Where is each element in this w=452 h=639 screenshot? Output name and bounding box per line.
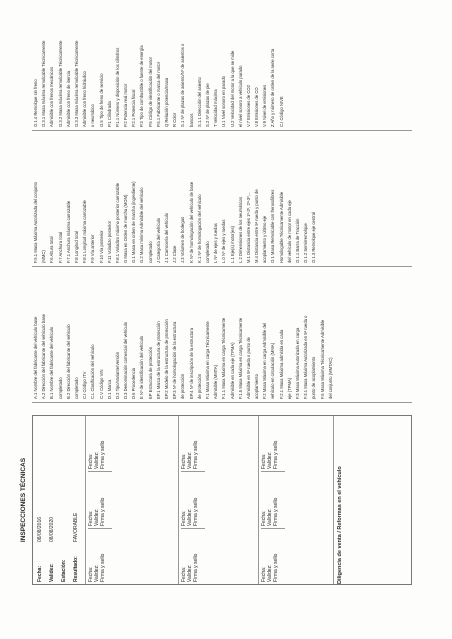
field-line: J.3 Volumen de bodegas	[180, 216, 186, 263]
field-line: P.1.1 Número y disposición de los cilindros	[114, 47, 120, 127]
stamp-validez: Validez:	[187, 564, 193, 582]
field-line: C.L Clasificación del vehículo	[90, 344, 96, 399]
field-line: V.8 Emisiones de CO	[254, 87, 260, 127]
field-line: completado	[147, 241, 153, 263]
field-line: A.2 Dirección del fabricante del vehículo base	[41, 314, 47, 399]
field-line: O.3.3 Masa máxima remolcable Técnicamente	[73, 40, 79, 127]
stamp-validez: Validez:	[94, 451, 100, 469]
field-line: o neumático	[90, 104, 96, 127]
field-line: acoplamiento y último eje	[262, 215, 268, 263]
field-line: completado	[73, 377, 79, 399]
field-line: B.2 Dirección del fabricante del vehículo	[65, 324, 71, 399]
field-line: F.8.1 Longitud máxima carrozable	[82, 200, 88, 263]
stamp-fecha: Fecha:	[261, 453, 267, 469]
stamp-firma: Firma y sello	[100, 440, 106, 469]
field-line: F.1 Masa Máxima en carga Técnicamente	[204, 321, 210, 399]
field-line: M.4 Distancia entre 5ª rueda y punto de	[254, 189, 260, 263]
stamp-firma: Firma y sello	[273, 553, 279, 582]
field-line: Z Año y número de orden de la serie corta	[270, 48, 276, 127]
field-column-1	[32, 271, 335, 399]
field-line: K Nº de homologación del vehículo de base	[188, 181, 194, 263]
field-line: de protección	[180, 373, 186, 399]
field-line: F.2 Masa Máxima en carga Admisible del	[262, 322, 268, 399]
field-line: F.10 Vía posterior	[98, 230, 104, 263]
field-column-3	[32, 3, 286, 127]
stamp-validez: Validez:	[267, 508, 273, 526]
field-line: S.1.1 Dirección del asiento	[196, 77, 202, 127]
field-line: O.1.2 Semirremolque	[303, 223, 309, 263]
field-line: F.8.1 Voladizo máximo posterior carrozable	[114, 182, 120, 263]
stamp-validez: Validez:	[187, 508, 193, 526]
field-line: F.8 Longitud total	[73, 231, 79, 263]
field-line: O.1 Masa Remolcable con frenos/libres	[270, 189, 276, 263]
field-line: eje (TPMA)	[286, 377, 292, 399]
field-line: O.1.3 Remolque eje central	[311, 212, 317, 263]
field-line: O.3.1 Masa máxima remolcable Técnicamente	[41, 40, 47, 127]
field-line: F.2.1 Masa Máxima admitida en cada	[278, 329, 284, 399]
stamp-fecha: Fecha:	[181, 566, 187, 582]
field-line: Admisible con freno hidráulico	[82, 71, 88, 127]
field-line: acoplamiento	[254, 374, 260, 399]
field-line: P.5.1 Fabricante o marca del motor	[155, 61, 161, 127]
field-line: C.I Código NIVE	[278, 96, 284, 127]
divider	[333, 416, 334, 584]
column-divider	[32, 130, 412, 131]
field-line: EP.4 Nº de inscripción de la estructura	[188, 327, 194, 399]
field-line: F.5 Masa Máxima Técnicamente Admisible	[319, 319, 325, 399]
field-line: J Categoría del vehículo	[155, 217, 161, 263]
stamp-fecha: Fecha:	[261, 510, 267, 526]
stamp-firma: Firma y sello	[193, 553, 199, 582]
stamp-fecha: Fecha:	[88, 566, 94, 582]
field-line: F.11 Voladizo posterior	[106, 220, 112, 263]
field-line: (MMC)	[41, 250, 47, 263]
field-line: O.3.2 Masa máxima remolcable Técnicamente	[57, 40, 63, 127]
inspection-panel: INSPECCIONES TÉCNICAS Fecha: 08/08/2016 Validez: 08/08/2020 Estación: Resultado: FAVORABLE Fecha: Validez: Firma y sello Fecha: Validez: Firma y sello Fecha: Validez: Firma y sello Fecha: Validez: Firma y sello Fecha: Validez: Firma y sello Fecha: Validez: Firma y sello Fecha: Validez: Firma y sello Fecha: Validez: Firma y sello Fecha: Validez: Firma y sello Diligencia de venta / Reformas en el vehículo	[32, 415, 412, 585]
field-line: F.1.5 Masa Máxima en carga Técnicamente	[237, 317, 243, 399]
stamp-firma: Firma y sello	[273, 440, 279, 469]
stamp-firma: Firma y sello	[273, 497, 279, 526]
field-line: U.2 Velocidad del motor a la que se mide	[229, 50, 235, 127]
reform-title: Diligencia de venta / Reformas en el vehículo	[337, 466, 343, 584]
field-line: vehículo en circulación (MMA)	[270, 342, 276, 399]
field-line: Q Relación potencia/masa	[164, 77, 169, 127]
field-line: A.1 Nombre del fabricante del vehículo base	[33, 316, 38, 399]
field-line: Admisible en cada eje (TPMA)	[229, 342, 235, 399]
field-line: del conjunto (MMTAC)	[327, 357, 333, 399]
field-line: bancos	[188, 113, 194, 127]
field-line: F.5.1 Masa Máxima Autorizada del conjunto	[33, 181, 38, 263]
field-line: O.5 Tipo de freno de servicio	[98, 73, 104, 127]
stamp-validez: Validez:	[267, 564, 273, 582]
stamp-fecha: Fecha:	[88, 453, 94, 469]
field-line: D.2 Tipo/Variante/Versión	[114, 351, 120, 399]
divider	[178, 416, 179, 584]
field-line: F.7 Anchura total	[57, 231, 63, 263]
field-line: L.0 Nº de ejes y ruedas	[221, 219, 227, 263]
field-line: EP Estructura de protección	[147, 346, 153, 399]
field-line: P.2 Potencia real motor	[123, 83, 129, 127]
field-line: O.1.1 Barra de Tracción	[295, 218, 300, 263]
field-line: Homologable Técnicamente Admisible	[278, 191, 284, 263]
field-line: G.1 Masa en orden de marcha (ingrediente)	[131, 181, 137, 263]
field-line: L.2 Dimensiones de los neumáticos	[237, 196, 243, 263]
stamp-firma: Firma y sello	[193, 440, 199, 469]
stamp-fecha: Fecha:	[181, 453, 187, 469]
field-line: J.1 Carrocería del vehículo	[164, 212, 169, 263]
stamp-validez: Validez:	[94, 564, 100, 582]
stamp-validez: Validez:	[94, 508, 100, 526]
field-line: Admisible con frenos mecánicos	[49, 66, 55, 127]
field-line: P.5 Código de identificación del motor	[147, 57, 153, 127]
field-line: B.1 Nombre del fabricante del vehículo	[49, 326, 55, 399]
field-line: G Masa en Orden de marcha (MOM)	[123, 194, 129, 263]
stamp-firma: Firma y sello	[100, 553, 106, 582]
field-line: C.I Código ITV	[82, 371, 88, 399]
stamp-firma: Firma y sello	[193, 497, 199, 526]
field-line: T Velocidad máxima	[213, 89, 219, 127]
field-line: M.1 Distancia entre ejes 1º-2º, 2º-3º,...	[245, 191, 251, 263]
stamp-validez: Validez:	[187, 451, 193, 469]
field-line: U.1 Nivel sonoro en parado	[221, 76, 227, 127]
field-column-2	[32, 135, 319, 263]
field-line: S.1 Nº de plazas de asiento/Nº de asientos o	[180, 43, 186, 127]
field-line: Admisible (MMTA)	[213, 364, 219, 399]
field-line: D.3 Denominación comercial del vehículo	[123, 321, 129, 399]
field-line: V.7 Emisiones de CO2	[245, 85, 251, 127]
stamp-fecha: Fecha:	[181, 510, 187, 526]
field-line: F.3.1 Masa Máxima Autorizada en 5ª rueda o	[303, 315, 309, 399]
field-line: EP.2 Modelo de la estructura de protección	[164, 319, 169, 399]
stamp-row-2	[181, 416, 205, 584]
field-line: O.1.4 Remolque sin freno	[33, 79, 38, 127]
field-line: F.1.1 Masa Máxima en carga Técnicamente	[221, 317, 227, 399]
field-line: G.2 Masa mínima Admisible del vehículo	[139, 187, 145, 263]
stamp-validez: Validez:	[267, 451, 273, 469]
field-line: del vehículo de motor en cada eje	[286, 200, 292, 263]
field-line: S.2 Nº de plazas de pie	[204, 83, 210, 127]
field-line: de protección	[196, 373, 202, 399]
column-divider	[32, 266, 412, 267]
column-divider	[32, 402, 412, 403]
stamp-fecha: Fecha:	[88, 510, 94, 526]
field-line: L.1 Eje(s) motor(es)	[229, 226, 235, 263]
field-line: P.3 Tipo de combustible o fuente de energía	[139, 45, 145, 127]
stamp-row-1	[88, 416, 112, 584]
divider	[85, 416, 86, 584]
stamp-firma: Firma y sello	[100, 497, 106, 526]
field-line: EP.3 Nº de homologación de la estructura	[172, 321, 178, 399]
field-line: D.1 Marca	[106, 379, 112, 399]
field-line: P.2.1 Potencia fiscal	[131, 89, 137, 127]
field-line: R Color	[172, 112, 178, 127]
divider	[258, 416, 259, 584]
field-line: punto de acoplamiento	[311, 356, 317, 399]
field-line: F.9 Vía anterior	[90, 234, 96, 263]
field-line: EP.1 Marca de la estructura de protección	[155, 321, 161, 399]
field-line: el nivel sonoro a vehículo parado	[237, 65, 243, 127]
panel-title: INSPECCIONES TÉCNICAS	[20, 457, 27, 543]
stamp-fecha: Fecha:	[261, 566, 267, 582]
stamp-row-3	[261, 416, 285, 584]
field-line: F.3 Masa Máxima Autorizada en carga	[295, 327, 300, 399]
field-line: D.6 Procedencia	[131, 368, 137, 399]
field-line: F.7.1 Anchura máxima carrozable	[65, 200, 71, 263]
field-line: Admisible en 5ª rueda o punto de	[245, 337, 251, 399]
field-line: completado	[57, 377, 63, 399]
field-line: L Nº de ejes y ruedas	[213, 223, 219, 263]
field-line: F.6 Altura total	[49, 236, 55, 263]
field-line: K.1 Nº de homologación del vehículo	[196, 194, 202, 263]
field-line: C.V Código VIN	[98, 369, 104, 399]
field-line: J.2 Clase	[172, 245, 178, 263]
field-line: P.1 Cilindrada	[106, 101, 112, 127]
field-line: E Nº de identificación del vehículo	[139, 335, 145, 399]
field-line: Admisible con freno de inercia	[65, 70, 71, 127]
field-line: completado	[204, 241, 210, 263]
field-line: V.9 Nivel de emisiones	[262, 84, 268, 127]
